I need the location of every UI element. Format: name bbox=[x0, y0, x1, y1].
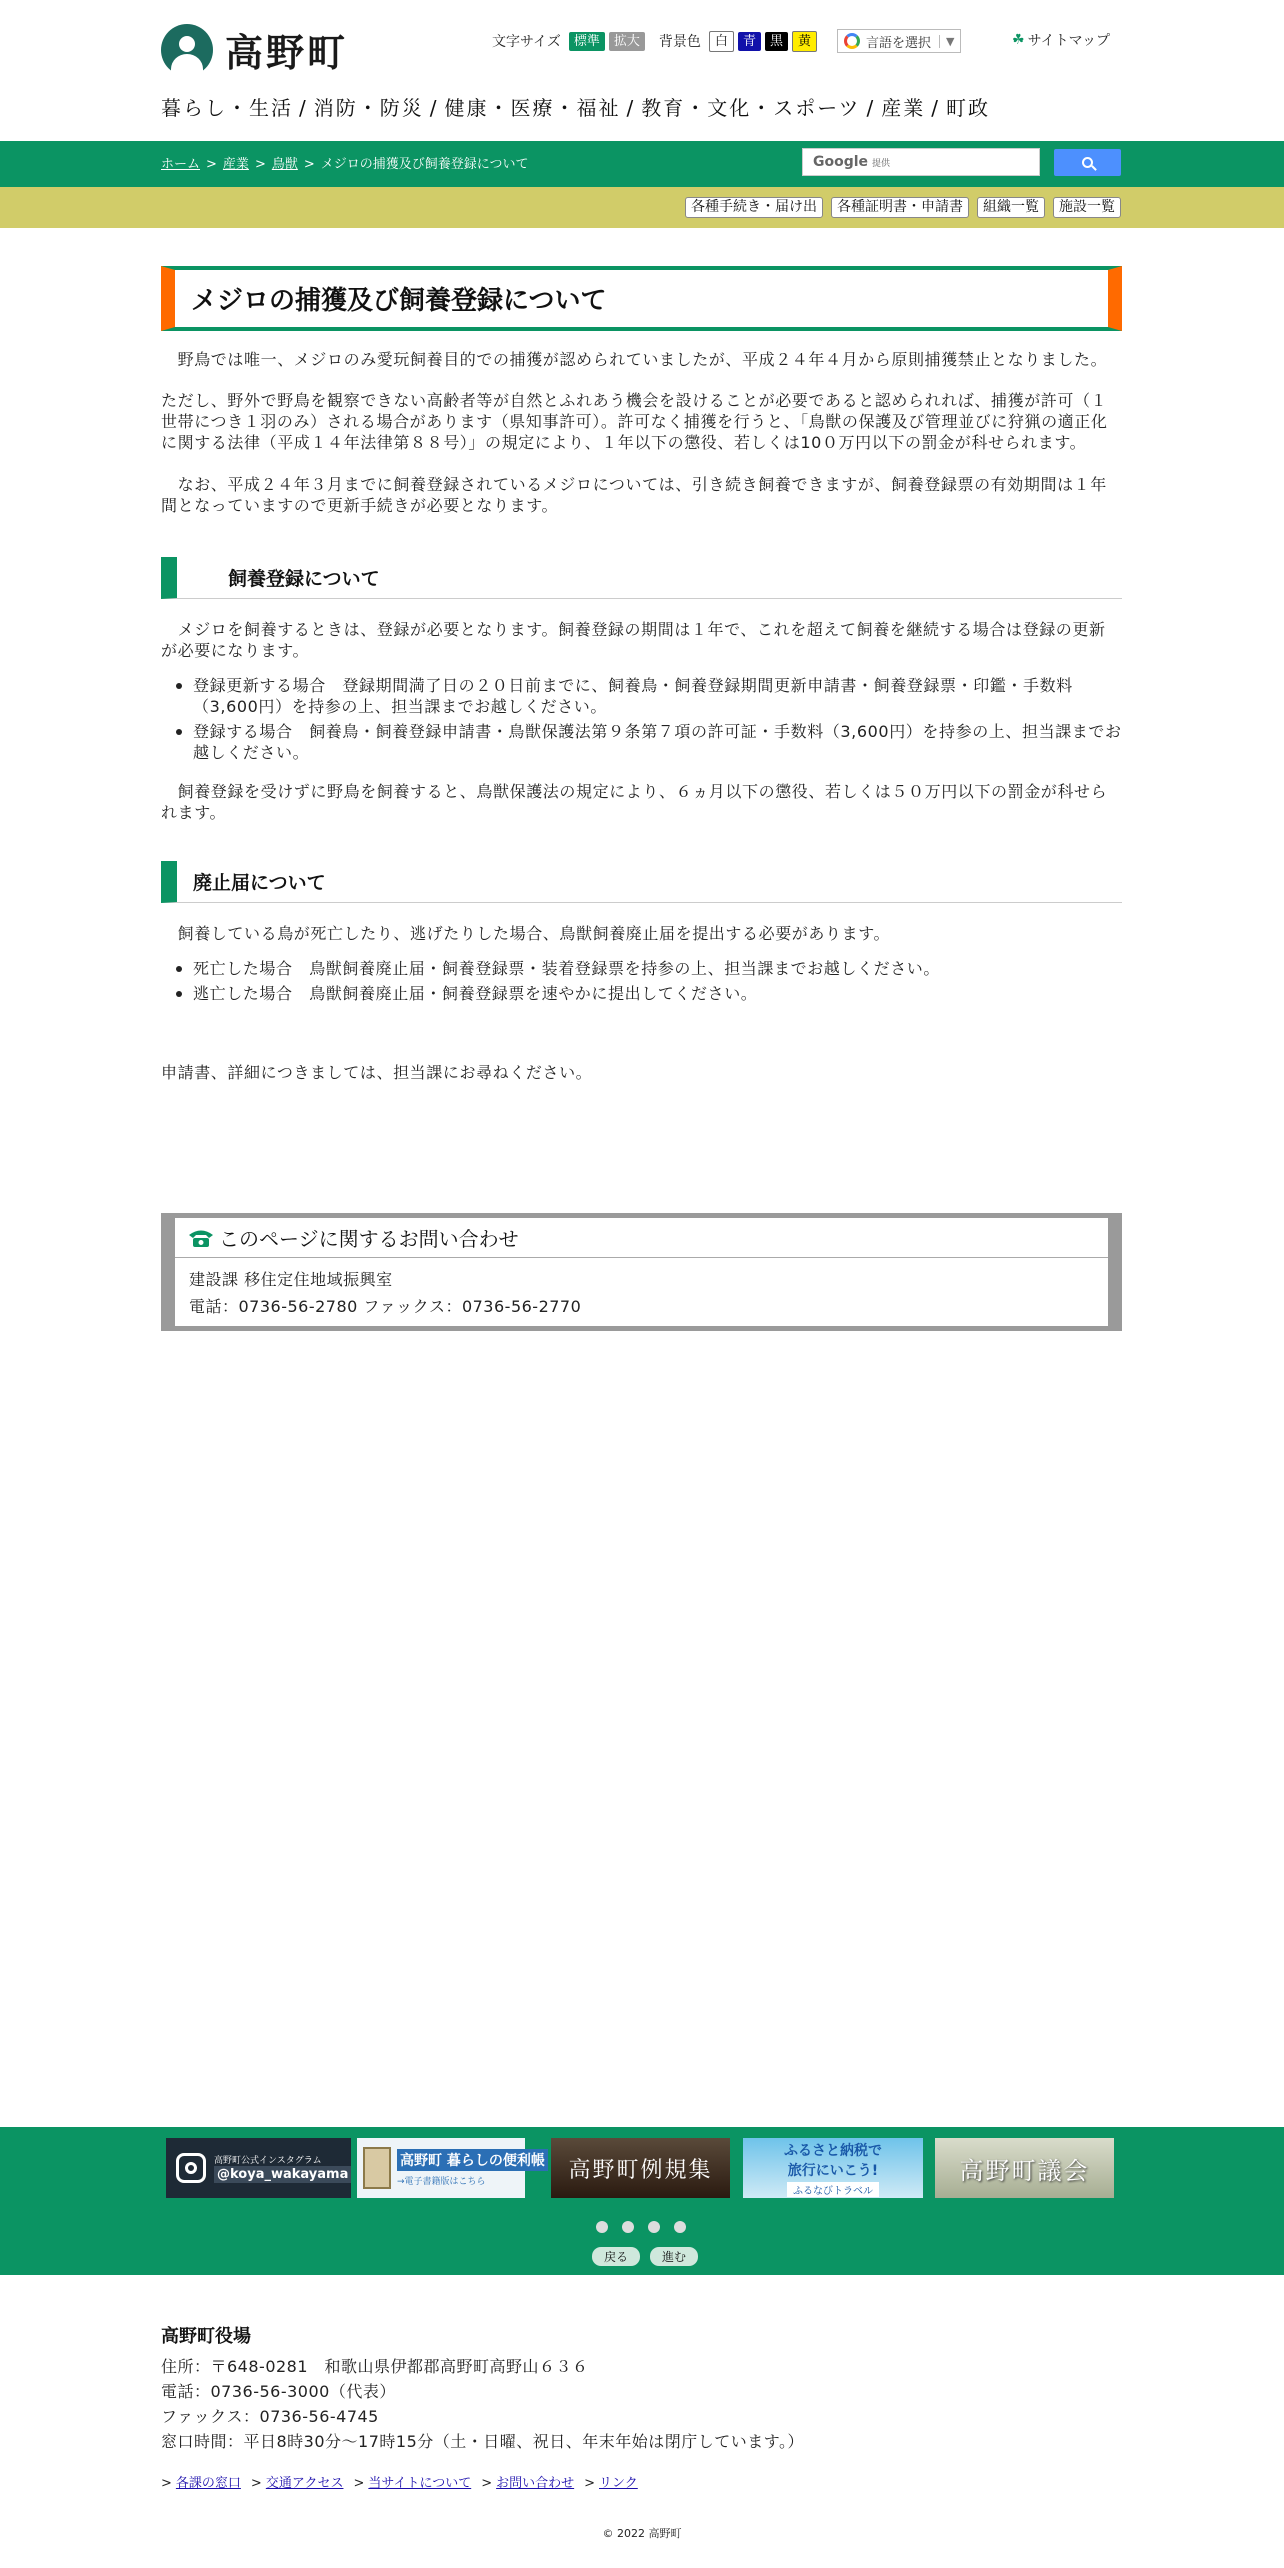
instagram-banner[interactable] bbox=[166, 2138, 351, 2198]
carousel-dot[interactable] bbox=[648, 2221, 660, 2233]
list-item: 死亡した場合 鳥獣飼養廃止届・飼養登録票・装着登録票を持参の上、担当課までお越しください。 bbox=[161, 958, 1122, 979]
footer-office-name: 高野町役場 bbox=[161, 2326, 251, 2347]
breadcrumb-chouju[interactable]: 鳥獣 bbox=[271, 157, 298, 172]
bg-blue-button[interactable]: 青 bbox=[738, 32, 761, 51]
book-icon bbox=[363, 2147, 391, 2189]
sitemap-link[interactable] bbox=[1012, 30, 1110, 50]
subnav-facilities[interactable]: 施設一覧 bbox=[1053, 197, 1121, 218]
reiki-banner[interactable]: 高野町例規集 bbox=[551, 2138, 730, 2198]
carousel-dot[interactable] bbox=[674, 2221, 686, 2233]
section-heading-abolition: 廃止届について bbox=[161, 861, 1122, 903]
sitemap-label: サイトマップ bbox=[1027, 33, 1111, 49]
abolition-list bbox=[161, 958, 1122, 1004]
intro-paragraph-1: 野鳥では唯一、メジロのみ愛玩飼養目的での捕獲が認められていましたが、平成２４年４月から原則捕獲禁止となりました。 bbox=[161, 350, 1108, 369]
footer-tel: 電話：0736-56-3000（代表） bbox=[161, 2382, 396, 2401]
benricho-banner[interactable] bbox=[357, 2138, 545, 2198]
furusato-banner[interactable] bbox=[743, 2138, 923, 2198]
contact-heading-label: このページに関するお問い合わせ bbox=[219, 1227, 519, 1251]
chevron-down-icon: ▼ bbox=[939, 35, 954, 48]
accessibility-tools bbox=[492, 30, 961, 52]
font-standard-button[interactable]: 標準 bbox=[569, 32, 605, 51]
clover-icon: ☘ bbox=[1012, 32, 1025, 48]
font-large-button[interactable]: 拡大 bbox=[609, 32, 645, 51]
contact-box bbox=[161, 1213, 1122, 1331]
site-footer bbox=[161, 2322, 1122, 2491]
footer-links: > 各課の窓口 > 交通アクセス > 当サイトについて > お問い合わせ > リンク bbox=[161, 2476, 638, 2491]
main-content bbox=[161, 266, 1122, 1083]
nav-kenkou[interactable]: 健康・医療・福祉 bbox=[444, 96, 621, 120]
carousel-dot[interactable] bbox=[596, 2221, 608, 2233]
search-icon bbox=[1082, 157, 1093, 168]
list-item: 登録する場合 飼養鳥・飼養登録申請書・鳥獣保護法第９条第７項の許可証・手数料（3,600円）を持参の上、担当課までお越しください。 bbox=[161, 721, 1122, 763]
closing-paragraph: 申請書、詳細につきましては、担当課にお尋ねください。 bbox=[161, 1063, 593, 1082]
footer-hours: 窓口時間：平日8時30分～17時15分（土・日曜、祝日、年末年始は閉庁しています。） bbox=[161, 2432, 804, 2451]
registration-note: 飼養登録を受けずに野鳥を飼養すると、鳥獣保護法の規定により、６ヵ月以下の懲役、若しくは５０万円以下の罰金が科せられます。 bbox=[161, 782, 1108, 822]
town-emblem-icon bbox=[161, 24, 213, 76]
search-input[interactable] bbox=[802, 148, 1040, 176]
nav-sangyou[interactable]: 産業 bbox=[881, 96, 926, 120]
instagram-handle: @koya_wakayama bbox=[214, 2166, 351, 2183]
subnav-organizations[interactable]: 組織一覧 bbox=[977, 197, 1045, 218]
gikai-banner[interactable]: 高野町議会 bbox=[935, 2138, 1114, 2198]
list-item: 逃亡した場合 鳥獣飼養廃止届・飼養登録票を速やかに提出してください。 bbox=[161, 983, 1122, 1004]
carousel-dots bbox=[596, 2221, 686, 2233]
footer-fax: ファックス：0736-56-4745 bbox=[161, 2407, 379, 2426]
site-header bbox=[0, 0, 1284, 141]
breadcrumb-current: メジロの捕獲及び飼養登録について bbox=[320, 157, 529, 172]
nav-bousai[interactable]: 消防・防災 bbox=[313, 96, 424, 120]
carousel-next-button[interactable]: 進む bbox=[650, 2247, 698, 2266]
sub-nav bbox=[685, 197, 1121, 218]
registration-paragraph: メジロを飼養するときは、登録が必要となります。飼養登録の期間は１年で、これを超えて飼養を継続する場合は登録の更新が必要になります。 bbox=[161, 620, 1106, 660]
search-provided-label: 提供 bbox=[872, 158, 891, 169]
furusato-brand: ふるなびトラベル bbox=[787, 2182, 879, 2197]
instagram-banner-caption: 高野町公式インスタグラム bbox=[214, 2156, 322, 2166]
furusato-line-1: ふるさと納税で bbox=[784, 2142, 882, 2159]
banner-carousel bbox=[0, 2127, 1284, 2275]
contact-department: 建設課 移住定住地域振興室 bbox=[189, 1270, 393, 1289]
footer-link-contact[interactable]: お問い合わせ bbox=[496, 2476, 575, 2491]
breadcrumb-bar bbox=[0, 141, 1284, 187]
search-button[interactable] bbox=[1054, 149, 1121, 176]
breadcrumb: ホーム > 産業 > 鳥獣 > メジロの捕獲及び飼養登録について bbox=[161, 157, 529, 172]
intro-paragraph-2: ただし、野外で野鳥を観察できない高齢者等が自然とふれあう機会を設けることが必要であると認められれば、捕獲が許可（１世帯につき１羽のみ）される場合があります（県知事許可）。許可なく捕獲を行うと、「鳥獣の保護及び管理並びに狩猟の適正化に関する法律（平成１４年法律第８８号）」の規定により、１年以下の懲役、若しくは10０万円以下の罰金が科せられます。 bbox=[161, 391, 1108, 452]
google-icon bbox=[844, 33, 860, 49]
footer-link-access[interactable]: 交通アクセス bbox=[265, 2476, 344, 2491]
site-name: 高野町 bbox=[225, 31, 349, 75]
copyright: © 2022 高野町 bbox=[602, 2527, 682, 2540]
bg-black-button[interactable]: 黒 bbox=[765, 32, 788, 51]
nav-chousei[interactable]: 町政 bbox=[945, 96, 990, 120]
intro-paragraph-3: なお、平成２４年３月までに飼養登録されているメジロについては、引き続き飼養できますが、飼養登録票の有効期間は１年間となっていますので更新手続きが必要となります。 bbox=[161, 475, 1107, 515]
nav-kurashi[interactable]: 暮らし・生活 bbox=[161, 96, 293, 120]
breadcrumb-sangyou[interactable]: 産業 bbox=[222, 157, 249, 172]
abolition-paragraph: 飼養している鳥が死亡したり、逃げたりした場合、鳥獣飼養廃止届を提出する必要があります。 bbox=[161, 924, 891, 943]
font-size-label: 文字サイズ bbox=[492, 34, 561, 50]
site-logo[interactable] bbox=[161, 22, 348, 77]
sub-nav-bar bbox=[0, 187, 1284, 228]
bg-color-label: 背景色 bbox=[658, 34, 701, 50]
benricho-sub: →電子書籍版はこちら bbox=[397, 2177, 486, 2187]
instagram-icon bbox=[176, 2153, 206, 2183]
section-heading-registration: 飼養登録について bbox=[161, 557, 1122, 599]
footer-link-madoguchi[interactable]: 各課の窓口 bbox=[175, 2476, 241, 2491]
nav-kyouiku[interactable]: 教育・文化・スポーツ bbox=[641, 96, 861, 120]
carousel-dot[interactable] bbox=[622, 2221, 634, 2233]
breadcrumb-home[interactable]: ホーム bbox=[161, 157, 201, 172]
telephone-icon bbox=[187, 1228, 215, 1248]
furusato-line-2: 旅行にいこう! bbox=[787, 2162, 879, 2179]
subnav-procedures[interactable]: 各種手続き・届け出 bbox=[685, 197, 823, 218]
list-item: 登録更新する場合 登録期間満了日の２０日前までに、飼養鳥・飼養登録期間更新申請書・飼養登録票・印鑑・手数料（3,600円）を持参の上、担当課までお越しください。 bbox=[161, 675, 1122, 717]
global-nav: 暮らし・生活 / 消防・防災 / 健康・医療・福祉 / 教育・文化・スポーツ / 産業 / 町政 bbox=[161, 96, 990, 120]
contact-heading bbox=[175, 1218, 1108, 1258]
page-title: メジロの捕獲及び飼養登録について bbox=[161, 266, 1122, 331]
language-select-label: 言語を選択 bbox=[865, 35, 931, 51]
bg-yellow-button[interactable]: 黄 bbox=[792, 31, 817, 52]
carousel-prev-button[interactable]: 戻る bbox=[592, 2247, 640, 2266]
footer-address: 住所：〒648-0281 和歌山県伊都郡高野町高野山６３６ bbox=[161, 2357, 589, 2376]
google-brand-label: Google bbox=[813, 154, 869, 170]
contact-phone: 電話：0736-56-2780 ファックス：0736-56-2770 bbox=[189, 1297, 582, 1316]
benricho-title: 高野町 暮らしの便利帳 bbox=[397, 2149, 548, 2171]
footer-link-about[interactable]: 当サイトについて bbox=[368, 2476, 472, 2491]
bg-white-button[interactable]: 白 bbox=[709, 31, 734, 52]
footer-link-links[interactable]: リンク bbox=[599, 2476, 638, 2491]
registration-list bbox=[161, 675, 1122, 763]
subnav-certificates[interactable]: 各種証明書・申請書 bbox=[831, 197, 969, 218]
language-select[interactable] bbox=[837, 29, 961, 53]
carousel-controls bbox=[592, 2247, 698, 2266]
